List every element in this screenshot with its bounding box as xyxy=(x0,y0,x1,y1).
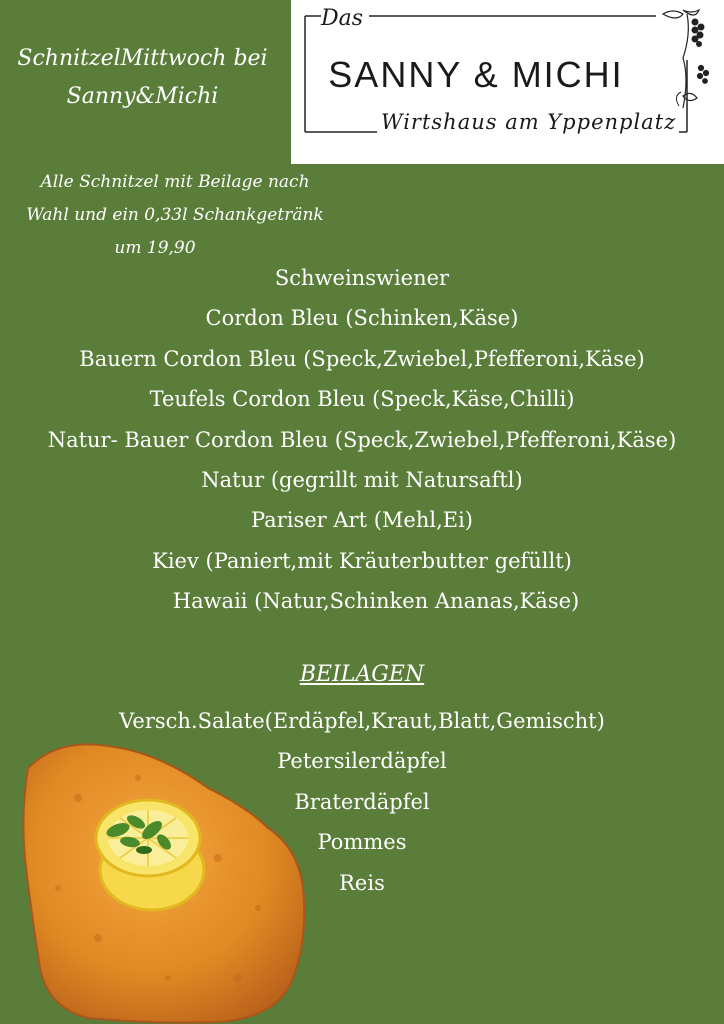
offer-line-2: Wahl und ein 0,33l Schankgetränk xyxy=(26,205,324,225)
menu-item: Kiev (Paniert,mit Kräuterbutter gefüllt) xyxy=(152,548,572,573)
menu-item: Natur- Bauer Cordon Bleu (Speck,Zwiebel,Pfefferoni,Käse) xyxy=(47,427,677,452)
menu-item: Schweinswiener xyxy=(274,266,450,290)
offer-line-1: Alle Schnitzel mit Beilage nach xyxy=(40,172,310,192)
logo-subtitle: Wirtshaus am Yppenplatz xyxy=(381,110,677,134)
menu-item: Pariser Art (Mehl,Ei) xyxy=(251,508,473,533)
schnitzel-image xyxy=(18,738,318,1024)
grape-vine-icon xyxy=(663,10,709,108)
side-item: Pommes xyxy=(317,830,407,855)
side-item: Petersilerdäpfel xyxy=(277,749,447,774)
headline xyxy=(0,40,285,116)
headline-line-1: SchnitzelMittwoch bei xyxy=(17,46,268,71)
logo xyxy=(291,0,724,164)
menu-item: Cordon Bleu (Schinken,Käse) xyxy=(205,306,519,331)
menu-item: Teufels Cordon Bleu (Speck,Käse,Chilli) xyxy=(149,387,575,412)
menu-item: Bauern Cordon Bleu (Speck,Zwiebel,Pfefferoni,Käse) xyxy=(79,346,645,371)
headline-line-2: Sanny&Michi xyxy=(66,84,219,109)
side-item: Braterdäpfel xyxy=(294,789,430,814)
menu-item: Natur (gegrillt mit Natursaftl) xyxy=(201,468,523,493)
schnitzel-menu xyxy=(0,258,724,622)
sides-heading: BEILAGEN xyxy=(299,662,425,687)
logo-name: SANNY & MICHI xyxy=(328,54,624,95)
side-item: Reis xyxy=(339,870,385,895)
offer-line-3: um 19,90 xyxy=(114,238,196,258)
logo-prefix: Das xyxy=(321,6,364,31)
side-item: Versch.Salate(Erdäpfel,Kraut,Blatt,Gemischt) xyxy=(119,709,605,733)
lemon-slice-icon xyxy=(96,800,204,910)
menu-item: Hawaii (Natur,Schinken Ananas,Käse) xyxy=(172,589,580,614)
offer-text xyxy=(0,166,350,265)
